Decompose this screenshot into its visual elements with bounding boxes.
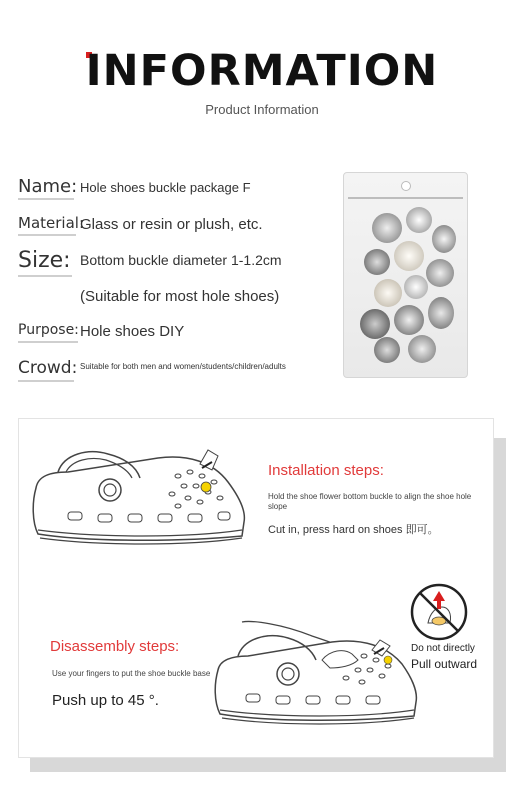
smiley-charm-icon: [201, 482, 211, 492]
charm-gem: [374, 337, 400, 363]
charm-gem: [372, 213, 402, 243]
charm-gem: [360, 309, 390, 339]
charm-gem: [406, 207, 432, 233]
crowd-value: Suitable for both men and women/students/children/adults: [80, 362, 286, 371]
name-label-underline: [18, 198, 74, 200]
size-note: (Suitable for most hole shoes): [80, 288, 280, 305]
size-label-underline: [18, 275, 72, 277]
disassembly-heading: Disassembly steps:: [50, 638, 180, 655]
name-value: Hole shoes buckle package F: [80, 180, 251, 195]
charm-gem: [428, 297, 454, 329]
clog-shoe-illustration-remove: [212, 620, 442, 732]
bag-seal-line: [348, 197, 463, 199]
charm-gem: [432, 225, 456, 253]
clog-shoe-illustration-install: [28, 442, 268, 552]
warning-line-1: Do not directly: [411, 643, 475, 654]
bag-hang-hole: [401, 181, 411, 191]
disassembly-description: Use your fingers to put the shoe buckle base: [52, 669, 211, 678]
material-label: Material:: [18, 214, 84, 232]
size-label: Size:: [18, 248, 71, 273]
installation-description: Hold the shoe flower bottom buckle to align the shoe hole slope: [268, 492, 472, 511]
charm-gem: [394, 305, 424, 335]
hand-pointer-icon: [200, 450, 218, 470]
charm-gem: [408, 335, 436, 363]
purpose-label: Purpose:: [18, 322, 79, 338]
charm-pearl: [404, 275, 428, 299]
charm-pearl: [374, 279, 402, 307]
name-label: Name:: [18, 176, 78, 197]
purpose-value: Hole shoes DIY: [80, 323, 185, 340]
size-value: Bottom buckle diameter 1-1.2cm: [80, 252, 282, 268]
product-bag-image: [343, 172, 468, 378]
installation-description-2: Cut in, press hard on shoes 即可。: [268, 524, 439, 536]
charm-gem: [364, 249, 390, 275]
charm-gem: [426, 259, 454, 287]
crowd-label-underline: [18, 380, 74, 382]
purpose-label-underline: [18, 341, 78, 343]
charm-pearl: [394, 241, 424, 271]
material-label-underline: [18, 234, 76, 236]
page-title: INFORMATION: [85, 46, 439, 96]
page-subtitle: Product Information: [205, 102, 319, 117]
crowd-label: Crowd:: [18, 358, 78, 378]
disassembly-description-2: Push up to 45 °.: [52, 692, 159, 709]
material-value: Glass or resin or plush, etc.: [80, 216, 263, 233]
warning-line-2: Pull outward: [411, 657, 478, 671]
installation-heading: Installation steps:: [268, 462, 384, 479]
